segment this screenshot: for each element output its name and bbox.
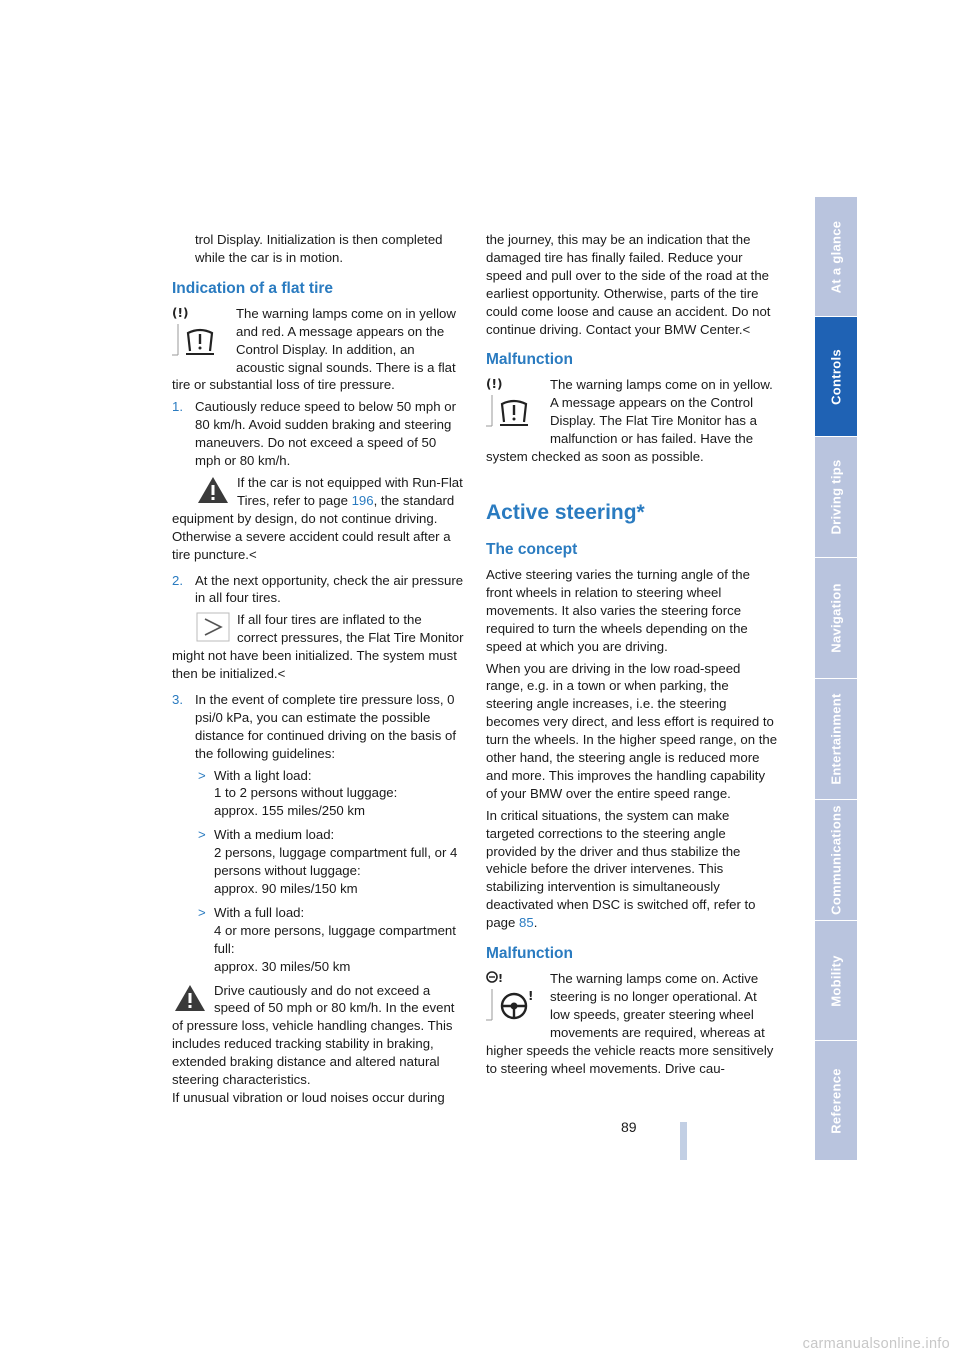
- continuation-text: [486, 231, 778, 338]
- malfunction-heading: Malfunction: [486, 945, 573, 963]
- concept-heading: The concept: [486, 540, 578, 558]
- step-text: In the event of complete tire pressure loss, 0 psi/0 kPa, you can estimate the possible distance for continued driving on the basis of the following guidelines:: [195, 691, 456, 761]
- page-number-bar: [680, 1122, 687, 1160]
- bullet-mark: >: [198, 827, 206, 843]
- tab-controls[interactable]: [815, 317, 857, 437]
- concept-paragraph: When you are driving in the low road-speed range, e.g. in a town or when parking, the steering angle increases, i.e. the steering becomes very direct, and less effort is required to turn the wheels. In the higher speed range, on the other hand, the steering angle is reduced more and more. This improves the handling capability of your BMW over the entire speed range.: [486, 660, 778, 801]
- tab-mobility[interactable]: [815, 921, 857, 1041]
- concept-text: In critical situations, the system can make targeted corrections to the steering angle provided by the driver and thus stabilize the vehicle before the driver intervenes. This stabilizing intervention is simultaneously deactivated when DSC is switched off, refer to page: [486, 807, 756, 931]
- step-2: [172, 572, 464, 608]
- right-column: [486, 231, 778, 1082]
- active-steering-heading: Active steering*: [486, 500, 645, 524]
- tab-navigation[interactable]: [815, 558, 857, 679]
- tab-label: Communications: [828, 805, 844, 915]
- svg-text:!: !: [528, 989, 534, 1004]
- concept-paragraph: [486, 807, 778, 932]
- steering-warning-icon: [486, 970, 544, 1024]
- warning-triangle-icon: [172, 982, 208, 1014]
- end-mark: <: [277, 666, 286, 682]
- flat-tire-block: [172, 305, 464, 399]
- tab-label: Navigation: [828, 583, 844, 653]
- load-line: With a medium load:: [214, 827, 335, 843]
- step-3: [172, 691, 464, 763]
- tab-at-a-glance[interactable]: [815, 197, 857, 317]
- note-arrow-icon: [195, 611, 231, 643]
- tab-entertainment[interactable]: [815, 679, 857, 800]
- step-number: 1.: [172, 399, 183, 415]
- load-line: With a full load:: [214, 904, 305, 920]
- end-mark: <: [248, 546, 257, 562]
- load-line: 2 persons, luggage compartment full, or 4 persons without luggage:: [214, 845, 458, 879]
- flat-tire-heading: Indication of a flat tire: [172, 279, 334, 297]
- malfunction-block: [486, 376, 778, 470]
- tab-driving-tips[interactable]: [815, 437, 857, 558]
- tab-reference[interactable]: [815, 1041, 857, 1161]
- watermark: carmanualsonline.info: [802, 1336, 950, 1352]
- load-item-medium: [172, 826, 464, 898]
- step-number: 2.: [172, 572, 183, 588]
- concept-paragraph: Active steering varies the turning angle of the front wheels in relation to steering wheel movements. It also varies the steering force required to turn the wheels depending on the speed at which you are driving.: [486, 566, 750, 654]
- svg-text:!: !: [498, 972, 504, 986]
- step-text: At the next opportunity, check the air pressure in all four tires.: [195, 572, 464, 606]
- tire-monitor-malfunction-icon: [486, 376, 544, 430]
- load-item-full: [172, 904, 464, 976]
- tab-label: Reference: [828, 1067, 844, 1134]
- step-number: 3.: [172, 691, 183, 707]
- step-1: [172, 398, 464, 470]
- load-item-light: [172, 767, 464, 821]
- tab-label: Entertainment: [828, 693, 844, 785]
- malfunction-text: The warning lamps come on in yellow. A message appears on the Control Display. The Flat Tire Monitor has a malfunction or has failed. Have the system checked as soon as possible.: [486, 377, 773, 465]
- end-mark: <: [742, 321, 751, 337]
- svg-text:(!): (!): [486, 377, 503, 392]
- runflat-warning: [172, 474, 464, 564]
- load-line: approx. 30 miles/50 km: [214, 958, 351, 974]
- runflat-before: If the car is not equipped with Run-Flat Tires, refer to page: [237, 474, 463, 508]
- dsc-page-link[interactable]: 85: [519, 915, 534, 931]
- runflat-page-link[interactable]: 196: [351, 492, 374, 508]
- init-note-text: If all four tires are inflated to the correct pressures, the Flat Tire Monitor might not have been initialized. The system must then be initialized.: [172, 612, 464, 682]
- bullet-mark: >: [198, 904, 206, 920]
- page-number: 89: [621, 1119, 637, 1135]
- continuation-text: If unusual vibration or loud noises occur during: [172, 1089, 445, 1105]
- tab-label: Mobility: [828, 954, 844, 1007]
- flat-tire-body: The warning lamps come on in yellow and red. A message appears on the Control Display. In addition, an acoustic signal sounds. There is a flat tire or substantial loss of tire pressure.: [172, 305, 456, 393]
- concept-text-end: .: [533, 915, 538, 931]
- continuation-body: the journey, this may be an indication that the damaged tire has finally failed. Reduce your speed and pull over to the side of the road at the earliest opportunity. Otherwise, parts of the tire could come loose and cause an accident. Do not continue driving. Contact your BMW Center.: [486, 232, 771, 337]
- load-line: 4 or more persons, luggage compartment full:: [214, 922, 456, 956]
- svg-text:(!): (!): [172, 305, 189, 320]
- load-line: approx. 155 miles/250 km: [214, 803, 365, 819]
- load-line: With a light load:: [214, 767, 312, 783]
- chapter-sidebar: [815, 197, 857, 1160]
- intro-text: trol Display. Initialization is then completed while the car is in motion.: [195, 232, 443, 265]
- bullet-mark: >: [198, 767, 206, 783]
- tab-communications[interactable]: [815, 800, 857, 921]
- steering-malfunction-block: [486, 970, 778, 1077]
- left-column: [172, 231, 464, 1111]
- load-line: 1 to 2 persons without luggage:: [214, 785, 398, 801]
- flat-tire-warning-icon: [172, 305, 230, 359]
- step-text: Cautiously reduce speed to below 50 mph or 80 km/h. Avoid sudden braking and steering maneuvers. Do not exceed a speed of 50 mph or 80 km/h.: [195, 399, 456, 469]
- steering-malfunction-text: The warning lamps come on. Active steering is no longer operational. At low speeds, greater steering wheel movements are required, whereas at higher speeds the vehicle reacts more sensitively to steering wheel movements. Drive cau-: [486, 971, 774, 1076]
- tab-label: Controls: [828, 348, 844, 405]
- init-note: [172, 611, 464, 683]
- load-line: approx. 90 miles/150 km: [214, 881, 358, 896]
- warning-triangle-icon: [195, 474, 231, 506]
- tab-label: At a glance: [828, 220, 844, 293]
- drive-warning-text: Drive cautiously and do not exceed a speed of 50 mph or 80 km/h. In the event of pressure loss, vehicle handling changes. This includes reduced tracking stability in braking, extended braking distance and altered natural steering characteristics.: [172, 982, 455, 1088]
- drive-warning: [172, 982, 464, 1089]
- runflat-after: , the standard equipment by design, do not continue driving. Otherwise a severe accident could result after a tire puncture.: [172, 492, 455, 562]
- tab-label: Driving tips: [828, 459, 844, 535]
- malfunction-heading: Malfunction: [486, 351, 573, 369]
